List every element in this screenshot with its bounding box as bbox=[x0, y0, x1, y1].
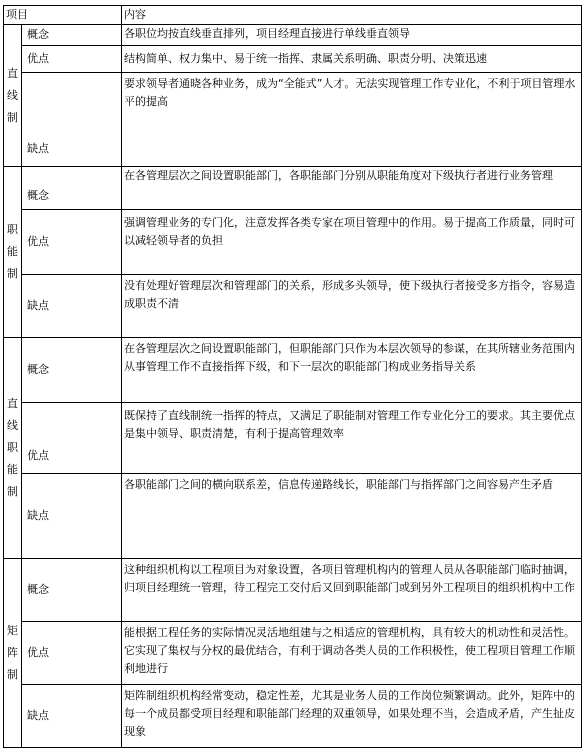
aspect-cell: 概念 bbox=[22, 25, 122, 46]
content-cell: 能根据工程任务的实际情况灵活地组建与之相适应的管理机构，具有较大的机动性和灵活性。它实现了集权与分权的最优结合，有利于调动各类人员的工作积极性，使工程项目管理工作顺利地进行 bbox=[122, 622, 582, 685]
content-cell: 各职位均按直线垂直排列，项目经理直接进行单线垂直领导 bbox=[122, 25, 582, 46]
type-label: 直线制 bbox=[7, 66, 18, 124]
table-row bbox=[4, 167, 582, 210]
type-label: 直线职能制 bbox=[7, 397, 18, 498]
aspect-cell: 优点 bbox=[22, 403, 122, 474]
type-cell-line-functional bbox=[4, 338, 22, 559]
type-cell-functional bbox=[4, 167, 22, 338]
aspect-cell: 概念 bbox=[22, 338, 122, 403]
content-cell: 结构简单、权力集中、易于统一指挥、隶属关系明确、职责分明、决策迅速 bbox=[122, 46, 582, 73]
content-cell: 强调管理业务的专门化，注意发挥各类专家在项目管理中的作用。易于提高工作质量，同时可以减轻领导者的负担 bbox=[122, 210, 582, 275]
aspect-cell: 缺点 bbox=[22, 275, 122, 338]
header-row bbox=[4, 6, 582, 25]
content-cell: 这种组织机构以工程项目为对象设置，各项目管理机构内的管理人员从各职能部门临时抽调，归项目经理统一管理，待工程完工交付后又回到职能部门或到另外工程项目的组织机构中工作 bbox=[122, 559, 582, 622]
table-row bbox=[4, 275, 582, 338]
type-cell-matrix bbox=[4, 559, 22, 748]
content-cell: 在各管理层次之间设置职能部门，但职能部门只作为本层次领导的参谋，在其所辖业务范围内从事管理工作不直接指挥下级，和下一层次的职能部门构成业务指导关系 bbox=[122, 338, 582, 403]
table-row bbox=[4, 46, 582, 73]
content-cell: 在各管理层次之间设置职能部门，各职能部门分别从职能角度对下级执行者进行业务管理 bbox=[122, 167, 582, 210]
type-cell-line bbox=[4, 25, 22, 167]
header-item: 项目 bbox=[4, 6, 122, 25]
content-cell: 各职能部门之间的横向联系差，信息传递路线长，职能部门与指挥部门之间容易产生矛盾 bbox=[122, 474, 582, 559]
content-cell: 要求领导者通晓各种业务，成为“全能式”人才。无法实现管理工作专业化，不利于项目管理水平的提高 bbox=[122, 73, 582, 167]
content-cell: 矩阵制组织机构经常变动，稳定性差，尤其是业务人员的工作岗位频繁调动。此外，矩阵中的每一个成员都受项目经理和职能部门经理的双重领导，如果处理不当，会造成矛盾，产生扯皮现象 bbox=[122, 685, 582, 748]
header-content: 内容 bbox=[122, 6, 582, 25]
aspect-cell: 优点 bbox=[22, 622, 122, 685]
aspect-cell: 优点 bbox=[22, 46, 122, 73]
aspect-cell: 缺点 bbox=[22, 474, 122, 559]
table-row bbox=[4, 73, 582, 167]
table-row bbox=[4, 622, 582, 685]
table-row bbox=[4, 210, 582, 275]
table-row bbox=[4, 403, 582, 474]
aspect-cell: 缺点 bbox=[22, 73, 122, 167]
table-row bbox=[4, 25, 582, 46]
aspect-cell: 概念 bbox=[22, 559, 122, 622]
table-row bbox=[4, 685, 582, 748]
aspect-cell: 概念 bbox=[22, 167, 122, 210]
type-label: 职能制 bbox=[7, 223, 18, 280]
aspect-cell: 缺点 bbox=[22, 685, 122, 748]
table-row bbox=[4, 338, 582, 403]
table-row bbox=[4, 474, 582, 559]
type-label: 矩阵制 bbox=[7, 624, 18, 681]
aspect-cell: 优点 bbox=[22, 210, 122, 275]
org-structure-table bbox=[3, 5, 582, 748]
content-cell: 既保持了直线制统一指挥的特点，又满足了职能制对管理工作专业化分工的要求。其主要优点是集中领导、职责清楚，有利于提高管理效率 bbox=[122, 403, 582, 474]
table-row bbox=[4, 559, 582, 622]
content-cell: 没有处理好管理层次和管理部门的关系，形成多头领导，使下级执行者接受多方指令，容易造成职责不清 bbox=[122, 275, 582, 338]
